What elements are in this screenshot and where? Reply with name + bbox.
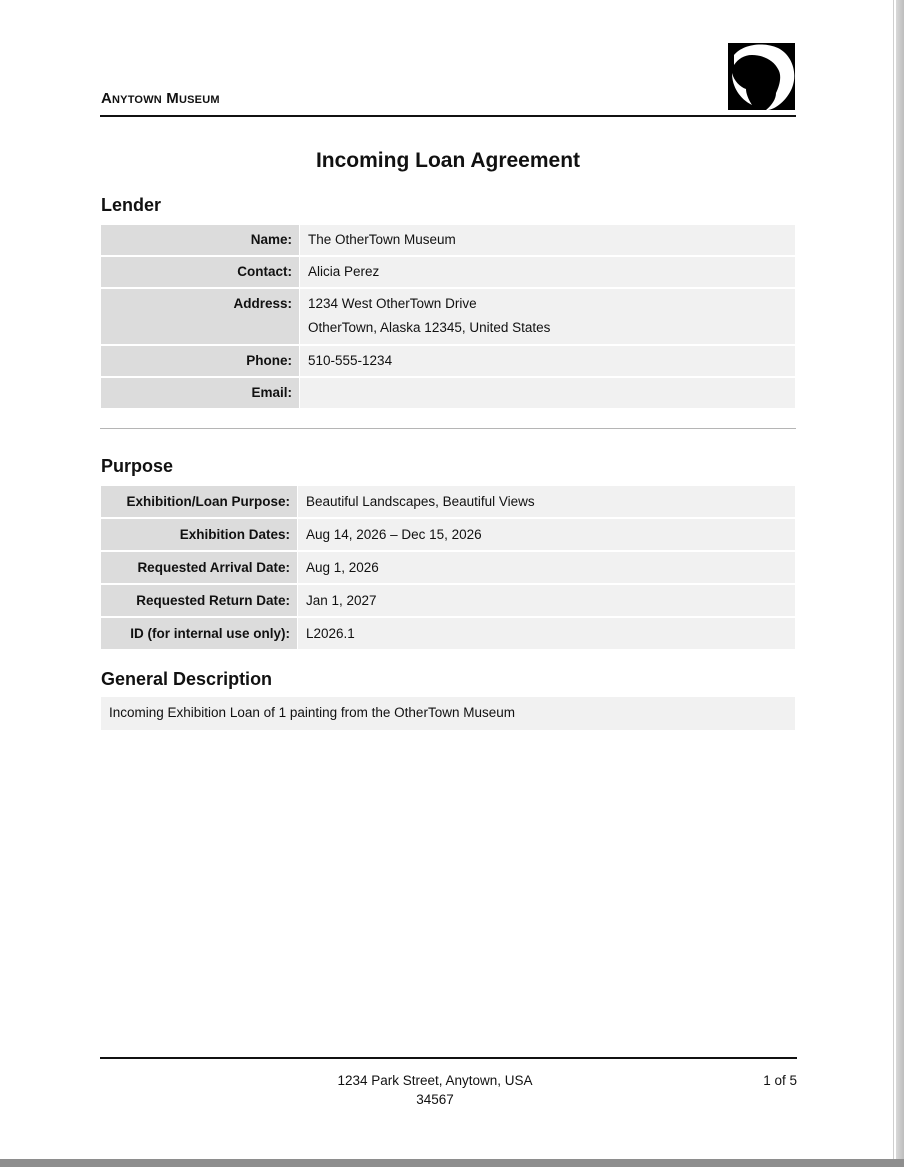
purpose-row bbox=[101, 585, 795, 616]
lender-phone-row bbox=[101, 346, 795, 376]
purpose-table bbox=[100, 484, 796, 651]
lender-contact-value: Alicia Perez bbox=[300, 257, 795, 287]
lender-email-value bbox=[300, 378, 795, 408]
lender-address-value bbox=[300, 289, 795, 344]
purpose-row-label: Requested Arrival Date: bbox=[101, 552, 297, 583]
lender-phone-value: 510-555-1234 bbox=[300, 346, 795, 376]
lender-contact-row bbox=[101, 257, 795, 287]
lender-name-value: The OtherTown Museum bbox=[300, 225, 795, 255]
lender-table bbox=[100, 223, 796, 410]
page-indicator: 1 of 5 bbox=[763, 1073, 797, 1088]
general-description-text: Incoming Exhibition Loan of 1 painting from the OtherTown Museum bbox=[101, 697, 795, 730]
footer-address-line1: 1234 Park Street, Anytown, USA bbox=[337, 1073, 533, 1088]
footer-address-line2: 34567 bbox=[416, 1092, 454, 1107]
general-description-heading: General Description bbox=[101, 669, 273, 689]
lender-name-row bbox=[101, 225, 795, 255]
lender-email-row bbox=[101, 378, 795, 408]
page-edge-line bbox=[893, 0, 894, 1159]
purpose-row-label: ID (for internal use only): bbox=[101, 618, 297, 649]
lender-address-label: Address: bbox=[101, 289, 299, 344]
purpose-row-value: Beautiful Landscapes, Beautiful Views bbox=[298, 486, 795, 517]
purpose-row bbox=[101, 552, 795, 583]
purpose-row-value: Aug 1, 2026 bbox=[298, 552, 795, 583]
viewer-bottom-margin bbox=[0, 1159, 904, 1167]
lender-heading: Lender bbox=[101, 195, 162, 215]
viewer-right-margin bbox=[896, 0, 904, 1167]
section-divider bbox=[100, 428, 796, 429]
purpose-row-label: Requested Return Date: bbox=[101, 585, 297, 616]
purpose-heading: Purpose bbox=[101, 456, 174, 476]
lender-email-label: Email: bbox=[101, 378, 299, 408]
footer-divider bbox=[100, 1057, 797, 1059]
purpose-row-value: Aug 14, 2026 – Dec 15, 2026 bbox=[298, 519, 795, 550]
lender-address-row bbox=[101, 289, 795, 344]
purpose-row bbox=[101, 618, 795, 649]
purpose-row-value: L2026.1 bbox=[298, 618, 795, 649]
purpose-row-value: Jan 1, 2027 bbox=[298, 585, 795, 616]
footer-address bbox=[300, 1071, 570, 1109]
museum-name: Anytown Museum bbox=[101, 90, 220, 107]
header-divider bbox=[100, 115, 796, 117]
purpose-row bbox=[101, 519, 795, 550]
document-title: Incoming Loan Agreement bbox=[315, 149, 581, 172]
lender-phone-label: Phone: bbox=[101, 346, 299, 376]
museum-logo-icon bbox=[728, 43, 795, 110]
purpose-row-label: Exhibition Dates: bbox=[101, 519, 297, 550]
lender-address-line2: OtherTown, Alaska 12345, United States bbox=[308, 320, 551, 335]
purpose-row-label: Exhibition/Loan Purpose: bbox=[101, 486, 297, 517]
lender-contact-label: Contact: bbox=[101, 257, 299, 287]
lender-address-line1: 1234 West OtherTown Drive bbox=[308, 296, 477, 311]
lender-name-label: Name: bbox=[101, 225, 299, 255]
purpose-row bbox=[101, 486, 795, 517]
